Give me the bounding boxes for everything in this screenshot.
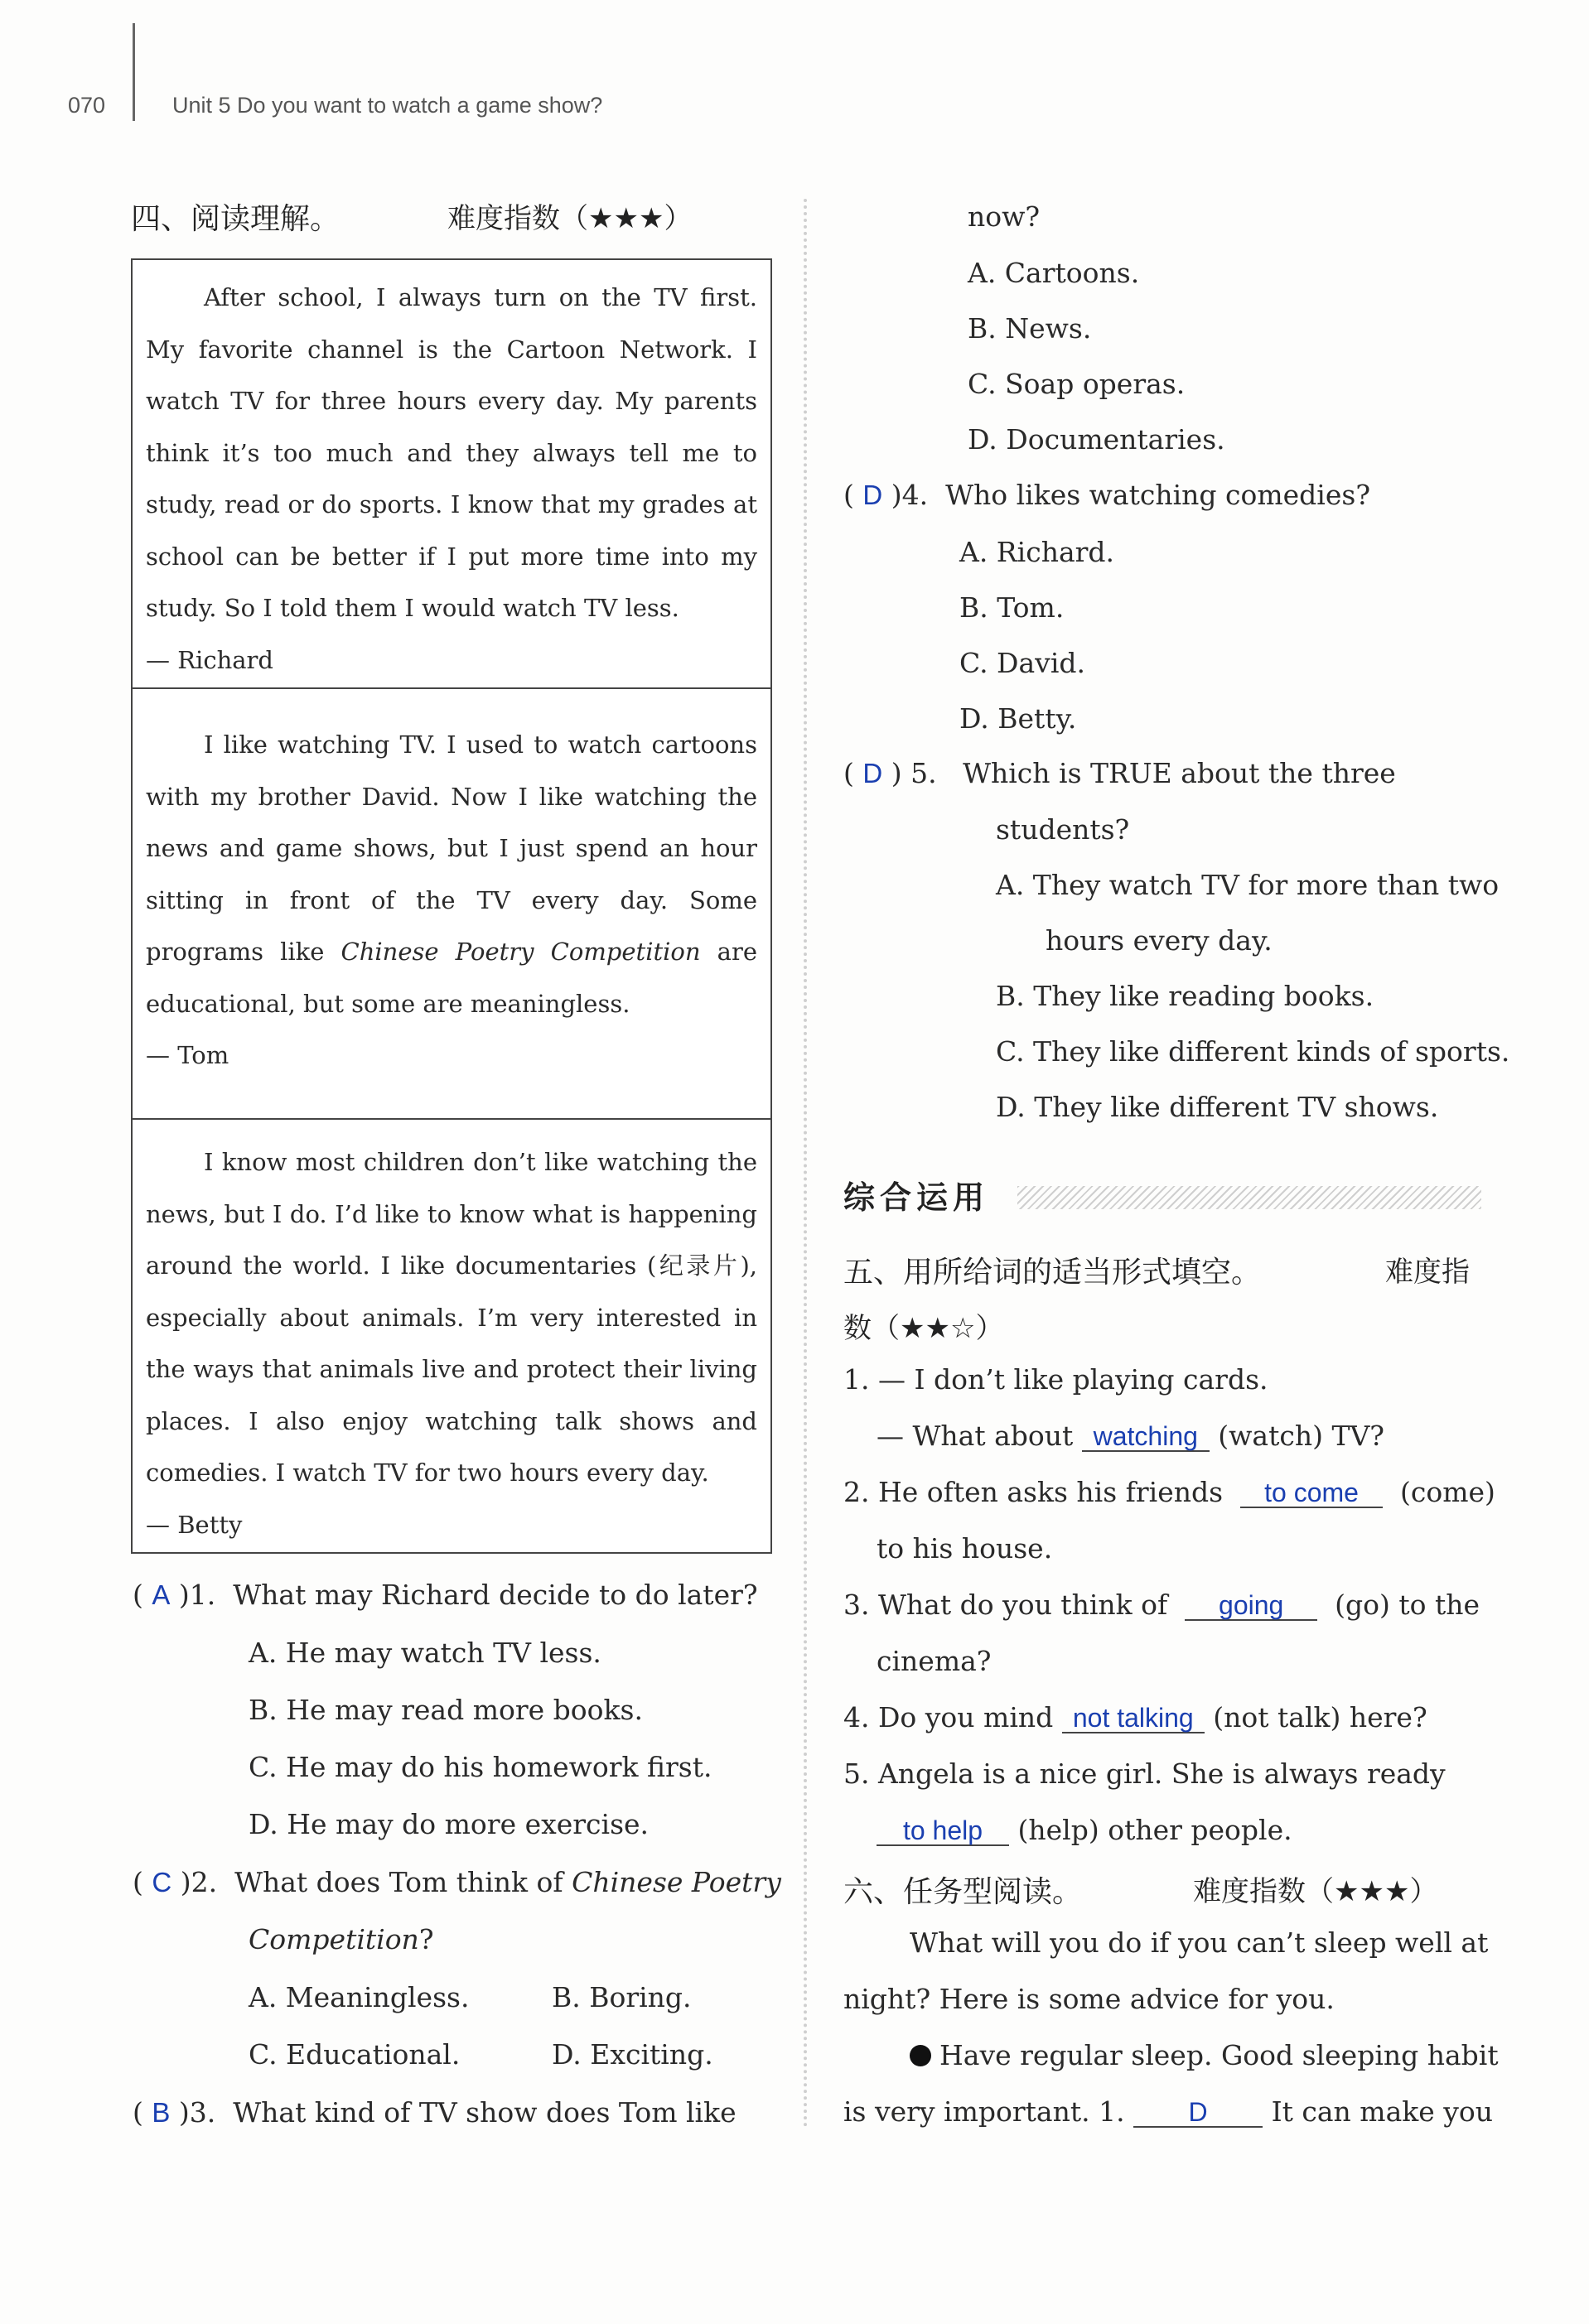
option: D. They like different TV shows. [996, 1091, 1439, 1123]
section5-difficulty-cont: 数（★★☆） [843, 1312, 1004, 1345]
bullet-icon [910, 2045, 931, 2066]
option: A. Meaningless. [249, 1981, 470, 2013]
section5-difficulty: 难度指 [1385, 1256, 1470, 1289]
option: B. He may read more books. [249, 1694, 643, 1726]
answer-3: B [152, 2097, 171, 2128]
option: B. News. [968, 312, 1092, 345]
section5-title: 五、用所给词的适当形式填空。 [843, 1256, 1262, 1290]
section6-difficulty: 难度指数（★★★） [1193, 1875, 1438, 1908]
section6-advice-line2: is very important. 1. D It can make you [843, 2095, 1494, 2128]
answer-blank: to come [1240, 1478, 1383, 1508]
question-3-line2: now? [968, 200, 1041, 233]
fill-item-2-line2: to his house. [877, 1532, 1053, 1565]
fill-item-1-line2: — What about watching (watch) TV? [877, 1420, 1384, 1452]
passage-betty [131, 1118, 772, 1554]
question-2: ( C )2. What does Tom think of Chinese Poetry [133, 1866, 781, 1898]
answer-blank: D [1133, 2098, 1263, 2128]
section6-title: 六、任务型阅读。 [843, 1875, 1083, 1909]
column-divider [804, 199, 807, 2129]
passage-signature: — Richard [146, 645, 273, 674]
option: D. Exciting. [552, 2038, 713, 2071]
question-5-line2: students? [996, 813, 1130, 846]
option: B. They like reading books. [996, 980, 1374, 1012]
answer-4: D [862, 480, 883, 510]
option: B. Boring. [552, 1981, 692, 2013]
integrated-use-title: 综合运用 [843, 1179, 990, 1216]
passage-text: I know most children don’t like watching the news, but I do. I’d like to know what is happening around the world. I like documentaries (纪录片), especially about animals. I’m very interested in the ways that animals live and protect their living places. I also enjoy watching talk shows and comedies. I watch TV for two hours every day. [146, 1148, 757, 1487]
section4-title: 四、阅读理解。 [131, 202, 340, 236]
unit-title: Unit 5 Do you want to watch a game show? [172, 93, 603, 118]
question-3: ( B )3. What kind of TV show does Tom like [133, 2096, 737, 2129]
question-1: ( A )1. What may Richard decide to do later? [133, 1579, 758, 1611]
passage-signature: — Betty [146, 1510, 243, 1539]
option: C. Educational. [249, 2038, 461, 2071]
option: D. He may do more exercise. [249, 1808, 650, 1840]
passage-signature: — Tom [146, 1041, 229, 1069]
fill-item-2: 2. He often asks his friends to come (come) [843, 1476, 1495, 1508]
option-continued: hours every day. [1046, 924, 1273, 957]
section6-paragraph-line1: What will you do if you can’t sleep well at [910, 1926, 1489, 1959]
answer-blank: going [1185, 1591, 1317, 1621]
option: C. Soap operas. [968, 368, 1186, 400]
passage-richard [131, 258, 772, 689]
answer-blank: not talking [1062, 1704, 1205, 1733]
question-4: ( D )4. Who likes watching comedies? [843, 479, 1371, 511]
option: C. They like different kinds of sports. [996, 1035, 1510, 1068]
option: A. They watch TV for more than two [996, 869, 1500, 901]
option: D. Documentaries. [968, 423, 1225, 456]
section6-advice-line1: Have regular sleep. Good sleeping habit [910, 2039, 1499, 2072]
option: D. Betty. [959, 702, 1077, 735]
passage-text: After school, I always turn on the TV first. My favorite channel is the Cartoon Network. I watch TV for three hours every day. My parents think it’s too much and they always tell me to study, read or do sports. I know that my grades at school can be better if I put more time into my study. So I told them I would watch TV less. [146, 283, 757, 622]
option: A. He may watch TV less. [249, 1637, 601, 1669]
fill-item-5: 5. Angela is a nice girl. She is always ready [843, 1757, 1446, 1790]
passage-tom [131, 687, 772, 1120]
fill-item-4: 4. Do you mind not talking (not talk) here? [843, 1701, 1427, 1733]
page-number: 070 [68, 93, 106, 118]
answer-blank: watching [1082, 1422, 1210, 1452]
answer-2: C [152, 1867, 172, 1897]
question-2-line2: Competition? [249, 1923, 434, 1955]
header-divider [133, 23, 135, 121]
option: A. Richard. [959, 536, 1115, 568]
answer-5: D [862, 758, 883, 788]
answer-1: A [152, 1579, 171, 1610]
question-5: ( D ) 5. Which is TRUE about the three [843, 757, 1396, 789]
option: C. David. [959, 647, 1085, 679]
option: B. Tom. [959, 591, 1065, 624]
section4-difficulty: 难度指数（★★★） [447, 202, 693, 235]
option: A. Cartoons. [968, 257, 1140, 289]
fill-item-3-line2: cinema? [877, 1645, 992, 1677]
fill-item-3: 3. What do you think of going (go) to the [843, 1589, 1480, 1621]
section6-paragraph-line2: night? Here is some advice for you. [843, 1983, 1335, 2015]
fill-item-5-line2: to help (help) other people. [877, 1814, 1292, 1847]
passage-text: I like watching TV. I used to watch cartoons with my brother David. Now I like watching the news and game shows, but I just spend an hour sitting in front of the TV every day. Some programs like Chinese Poetry Competition are educational, but some are meaningless. [146, 730, 757, 1018]
option: C. He may do his homework first. [249, 1751, 712, 1783]
title-hatch-decoration [1017, 1186, 1481, 1209]
fill-item-1: 1. — I don’t like playing cards. [843, 1363, 1268, 1396]
answer-blank: to help [877, 1816, 1009, 1846]
